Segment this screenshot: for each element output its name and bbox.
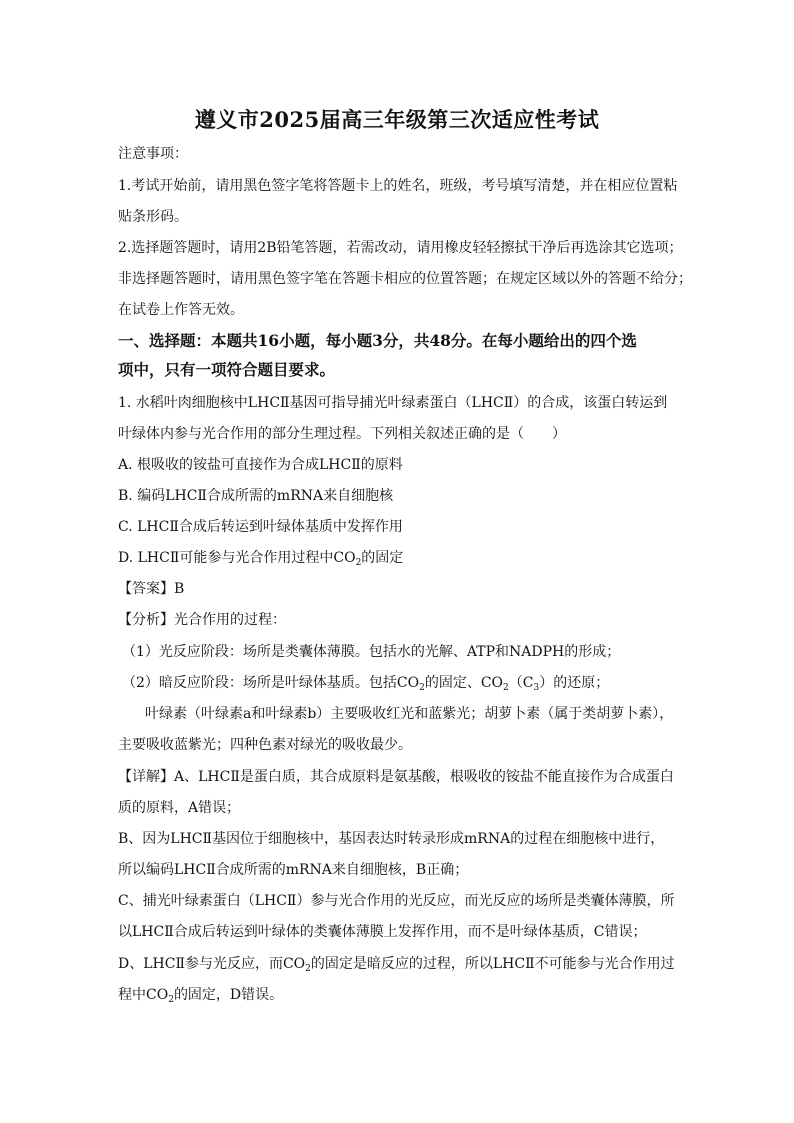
analysis-item-1: （1）光反应阶段：场所是类囊体薄膜。包括水的光解、ATP和NADPH的形成；: [122, 644, 621, 660]
note-2-line-2: 非选择题答题时，请用黑色签字笔在答题卡相应的位置答题；在规定区域以外的答题不给分；: [118, 271, 692, 287]
note-2-line-3: 在试卷上作答无效。: [118, 302, 244, 318]
note-2-line-1: 2.选择题答题时，请用2B铅笔答题，若需改动，请用橡皮轻轻擦拭干净后再选涂其它选项；: [118, 240, 683, 256]
notes-heading: 注意事项：: [118, 146, 188, 162]
option-c: C. LHCⅡ合成后转运到叶绿体基质中发挥作用: [118, 519, 403, 535]
detail-line-4: 所以编码LHCⅡ合成所需的mRNA来自细胞核，B正确；: [118, 862, 469, 878]
analysis-heading: 【分析】光合作用的过程：: [118, 612, 286, 628]
page-title: 遵义市2025届高三年级第三次适应性考试: [194, 107, 600, 132]
analysis-pigments-line-1: 叶绿素（叶绿素a和叶绿素b）主要吸收红光和蓝紫光；胡萝卜素（属于类胡萝卜素），: [145, 706, 674, 722]
section-heading-line-2: 项中，只有一项符合题目要求。: [118, 360, 336, 379]
note-1-line-1: 1.考试开始前，请用黑色签字笔将答题卡上的姓名，班级，考号填写清楚，并在相应位置粘: [118, 178, 678, 194]
answer-label: 【答案】B: [118, 581, 185, 597]
detail-line-1: 【详解】A、LHCⅡ是蛋白质，其合成原料是氨基酸，根吸收的铵盐不能直接作为合成蛋白: [118, 769, 674, 785]
detail-line-3: B、因为LHCⅡ基因位于细胞核中，基因表达时转录形成mRNA的过程在细胞核中进行，: [118, 831, 665, 847]
option-b: B. 编码LHCⅡ合成所需的mRNA来自细胞核: [118, 488, 394, 504]
detail-line-5: C、捕光叶绿素蛋白（LHCⅡ）参与光合作用的光反应，而光反应的场所是类囊体薄膜，所: [118, 893, 675, 909]
detail-line-7: D、LHCⅡ参与光反应，而$CO_2$的固定是暗反应的过程，所以LHCⅡ不可能参与光合作用过: [118, 956, 675, 974]
analysis-pigments-line-2: 主要吸收蓝紫光；四种色素对绿光的吸收最少。: [118, 737, 412, 753]
detail-line-6: 以LHCⅡ合成后转运到叶绿体的类囊体薄膜上发挥作用，而不是叶绿体基质，C错误；: [118, 924, 647, 940]
detail-line-8: 程中$CO_2$的固定，D错误。: [118, 987, 284, 1005]
option-a: A. 根吸收的铵盐可直接作为合成LHCⅡ的原料: [118, 457, 403, 473]
question-1-line-1: 1. 水稻叶肉细胞核中LHCⅡ基因可指导捕光叶绿素蛋白（LHCⅡ）的合成，该蛋白转运到: [118, 395, 668, 411]
section-heading-line-1: 一、选择题：本题共16小题，每小题3分，共48分。在每小题给出的四个选: [118, 331, 637, 350]
analysis-item-2: （2）暗反应阶段：场所是叶绿体基质。包括$CO_2$的固定、$CO_2(C_3)$的还原；: [122, 675, 610, 693]
detail-line-2: 质的原料，A错误；: [118, 800, 241, 816]
option-d: D. LHCⅡ可能参与光合作用过程中$CO_2$的固定: [118, 550, 404, 568]
question-1-line-2: 叶绿体内参与光合作用的部分生理过程。下列相关叙述正确的是（ ）: [118, 426, 566, 442]
note-1-line-2: 贴条形码。: [118, 209, 188, 225]
